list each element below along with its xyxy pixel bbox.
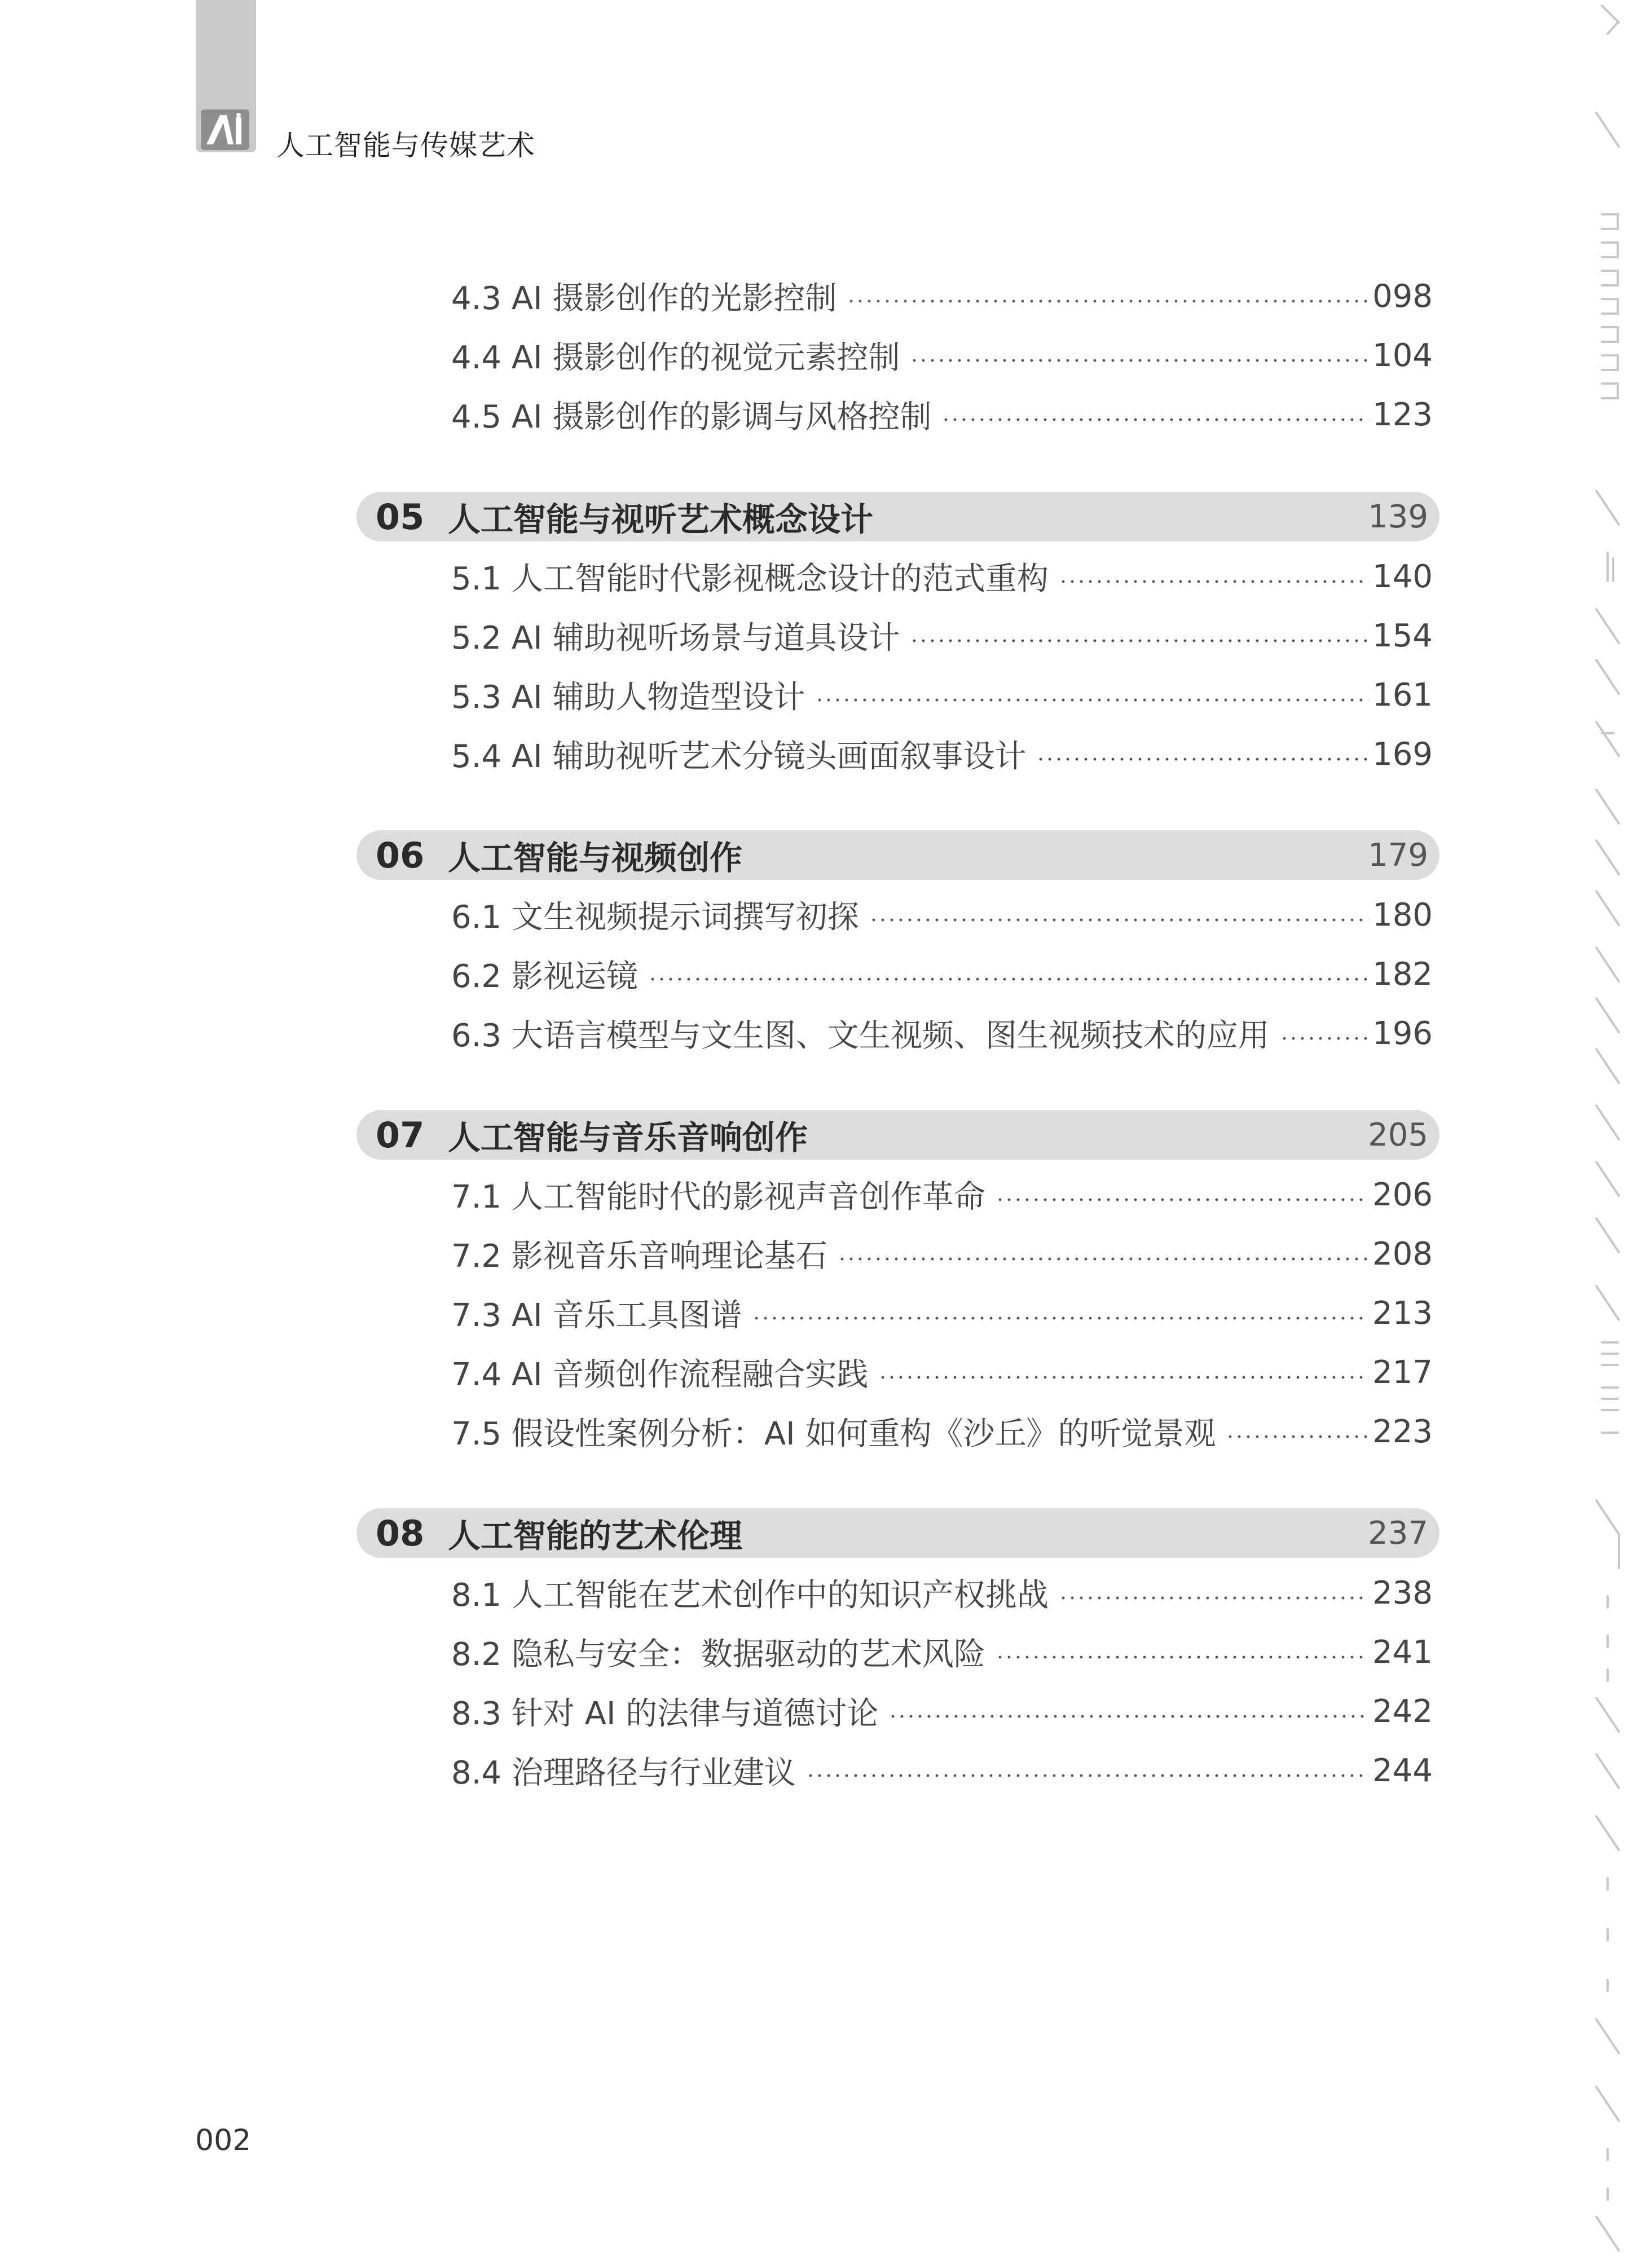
toc-entry[interactable] bbox=[451, 949, 1433, 999]
toc-entry-title: 6.2 影视运镜 bbox=[451, 958, 638, 995]
toc-entry[interactable] bbox=[451, 1567, 1433, 1618]
toc-entry-title: 7.3 AI 音乐工具图谱 bbox=[451, 1297, 742, 1334]
toc-entry-page: 213 bbox=[1372, 1294, 1433, 1332]
dot-leader bbox=[869, 918, 1369, 922]
toc-entry[interactable] bbox=[451, 1008, 1433, 1059]
toc-entry[interactable] bbox=[451, 389, 1433, 440]
toc-entry-page: 196 bbox=[1372, 1015, 1433, 1052]
toc-entry-title: 4.3 AI 摄影创作的光影控制 bbox=[451, 280, 837, 317]
dot-leader bbox=[815, 698, 1369, 702]
toc-entry-title: 6.3 大语言模型与文生图、文生视频、图生视频技术的应用 bbox=[451, 1018, 1270, 1054]
chapter-number: 08 bbox=[376, 1512, 425, 1554]
toc-entry[interactable] bbox=[451, 729, 1433, 780]
toc-entry-title: 4.5 AI 摄影创作的影调与风格控制 bbox=[451, 399, 932, 435]
toc-entry[interactable] bbox=[451, 551, 1433, 602]
dot-leader bbox=[838, 1257, 1369, 1261]
toc-entry-title: 8.2 隐私与安全：数据驱动的艺术风险 bbox=[451, 1636, 985, 1673]
dot-leader bbox=[878, 1375, 1369, 1380]
toc-entry-title: 8.1 人工智能在艺术创作中的知识产权挑战 bbox=[451, 1577, 1049, 1614]
toc-entry[interactable] bbox=[451, 889, 1433, 940]
chapter-heading[interactable] bbox=[356, 492, 1439, 541]
toc-entry-page: 182 bbox=[1372, 955, 1433, 993]
chapter-heading[interactable] bbox=[356, 1110, 1439, 1160]
toc-entry[interactable] bbox=[451, 610, 1433, 661]
chapter-number: 07 bbox=[376, 1114, 425, 1156]
dot-leader bbox=[996, 1197, 1369, 1202]
chapter-page: 139 bbox=[1368, 498, 1428, 535]
toc-entry-title: 7.1 人工智能时代的影视声音创作革命 bbox=[451, 1179, 985, 1216]
toc-entry-page: 223 bbox=[1372, 1413, 1433, 1450]
toc-entry-title: 8.3 针对 AI 的法律与道德讨论 bbox=[451, 1696, 879, 1732]
toc-entry-title: 7.4 AI 音频创作流程融合实践 bbox=[451, 1357, 869, 1393]
toc-entry[interactable] bbox=[451, 330, 1433, 381]
side-decoration-pattern bbox=[1585, 0, 1629, 2268]
running-header-title: 人工智能与传媒艺术 bbox=[276, 129, 535, 162]
toc-entry-title: 4.4 AI 摄影创作的视觉元素控制 bbox=[451, 340, 900, 376]
toc-entry-title: 6.1 文生视频提示词撰写初探 bbox=[451, 899, 859, 936]
dot-leader bbox=[1280, 1036, 1369, 1041]
dot-leader bbox=[888, 1714, 1369, 1719]
toc-entry-page: 242 bbox=[1372, 1693, 1433, 1730]
toc-entry-title: 7.2 影视音乐音响理论基石 bbox=[451, 1238, 827, 1275]
toc-entry-page: 140 bbox=[1372, 558, 1433, 595]
toc-entry[interactable] bbox=[451, 1686, 1433, 1737]
toc-entry-page: 217 bbox=[1372, 1354, 1433, 1391]
toc-entry-page: 098 bbox=[1372, 278, 1433, 315]
toc-entry[interactable] bbox=[451, 1169, 1433, 1220]
dot-leader bbox=[996, 1655, 1369, 1659]
dot-leader bbox=[1226, 1434, 1369, 1439]
dot-leader bbox=[910, 638, 1369, 643]
page-number: 002 bbox=[195, 2124, 252, 2157]
dot-leader bbox=[910, 358, 1369, 363]
dot-leader bbox=[752, 1316, 1369, 1320]
toc-entry-page: 161 bbox=[1372, 676, 1433, 714]
toc-entry-page: 241 bbox=[1372, 1633, 1433, 1671]
toc-entry[interactable] bbox=[451, 670, 1433, 720]
toc-entry[interactable] bbox=[451, 1627, 1433, 1677]
dot-leader bbox=[847, 299, 1369, 303]
toc-entry-page: 208 bbox=[1372, 1235, 1433, 1272]
dot-leader bbox=[1036, 757, 1369, 761]
toc-entry-title: 5.3 AI 辅助人物造型设计 bbox=[451, 679, 805, 716]
toc-entry-page: 123 bbox=[1372, 396, 1433, 433]
dot-leader bbox=[1059, 579, 1369, 584]
toc-entry-page: 154 bbox=[1372, 617, 1433, 654]
toc-entry-title: 5.4 AI 辅助视听艺术分镜头画面叙事设计 bbox=[451, 738, 1027, 775]
toc-entry-page: 169 bbox=[1372, 736, 1433, 773]
toc-entry-page: 180 bbox=[1372, 896, 1433, 933]
chapter-number: 06 bbox=[376, 834, 425, 876]
toc-entry-title: 8.4 治理路径与行业建议 bbox=[451, 1755, 796, 1791]
toc-entry-page: 104 bbox=[1372, 337, 1433, 374]
toc-entry-title: 5.2 AI 辅助视听场景与道具设计 bbox=[451, 620, 900, 657]
dot-leader bbox=[806, 1773, 1369, 1778]
ai-logo-icon bbox=[144, 53, 249, 150]
toc-entry[interactable] bbox=[451, 1745, 1433, 1796]
toc-entry-page: 206 bbox=[1372, 1176, 1433, 1213]
toc-entry[interactable] bbox=[451, 1228, 1433, 1279]
chapter-title: 人工智能与视频创作 bbox=[448, 839, 743, 877]
chapter-page: 237 bbox=[1368, 1514, 1428, 1552]
toc-entry-page: 244 bbox=[1372, 1752, 1433, 1789]
chapter-number: 05 bbox=[376, 496, 425, 538]
toc-entry[interactable] bbox=[451, 1347, 1433, 1398]
logo-text: AI bbox=[144, 53, 145, 54]
chapter-title: 人工智能与视听艺术概念设计 bbox=[448, 500, 874, 539]
toc-entry[interactable] bbox=[451, 1406, 1433, 1457]
chapter-heading[interactable] bbox=[356, 1508, 1439, 1558]
toc-entry-page: 238 bbox=[1372, 1574, 1433, 1611]
chapter-page: 205 bbox=[1368, 1116, 1428, 1153]
chapter-page: 179 bbox=[1368, 836, 1428, 874]
toc-entry-title: 5.1 人工智能时代影视概念设计的范式重构 bbox=[451, 561, 1049, 597]
chapter-title: 人工智能与音乐音响创作 bbox=[448, 1118, 808, 1157]
dot-leader bbox=[941, 417, 1369, 422]
toc-entry[interactable] bbox=[451, 1288, 1433, 1338]
chapter-heading[interactable] bbox=[356, 830, 1439, 880]
dot-leader bbox=[1059, 1596, 1369, 1600]
chapter-title: 人工智能的艺术伦理 bbox=[448, 1517, 743, 1555]
toc-entry[interactable] bbox=[451, 271, 1433, 322]
toc-entry-title: 7.5 假设性案例分析：AI 如何重构《沙丘》的听觉景观 bbox=[451, 1416, 1216, 1452]
dot-leader bbox=[648, 977, 1369, 981]
